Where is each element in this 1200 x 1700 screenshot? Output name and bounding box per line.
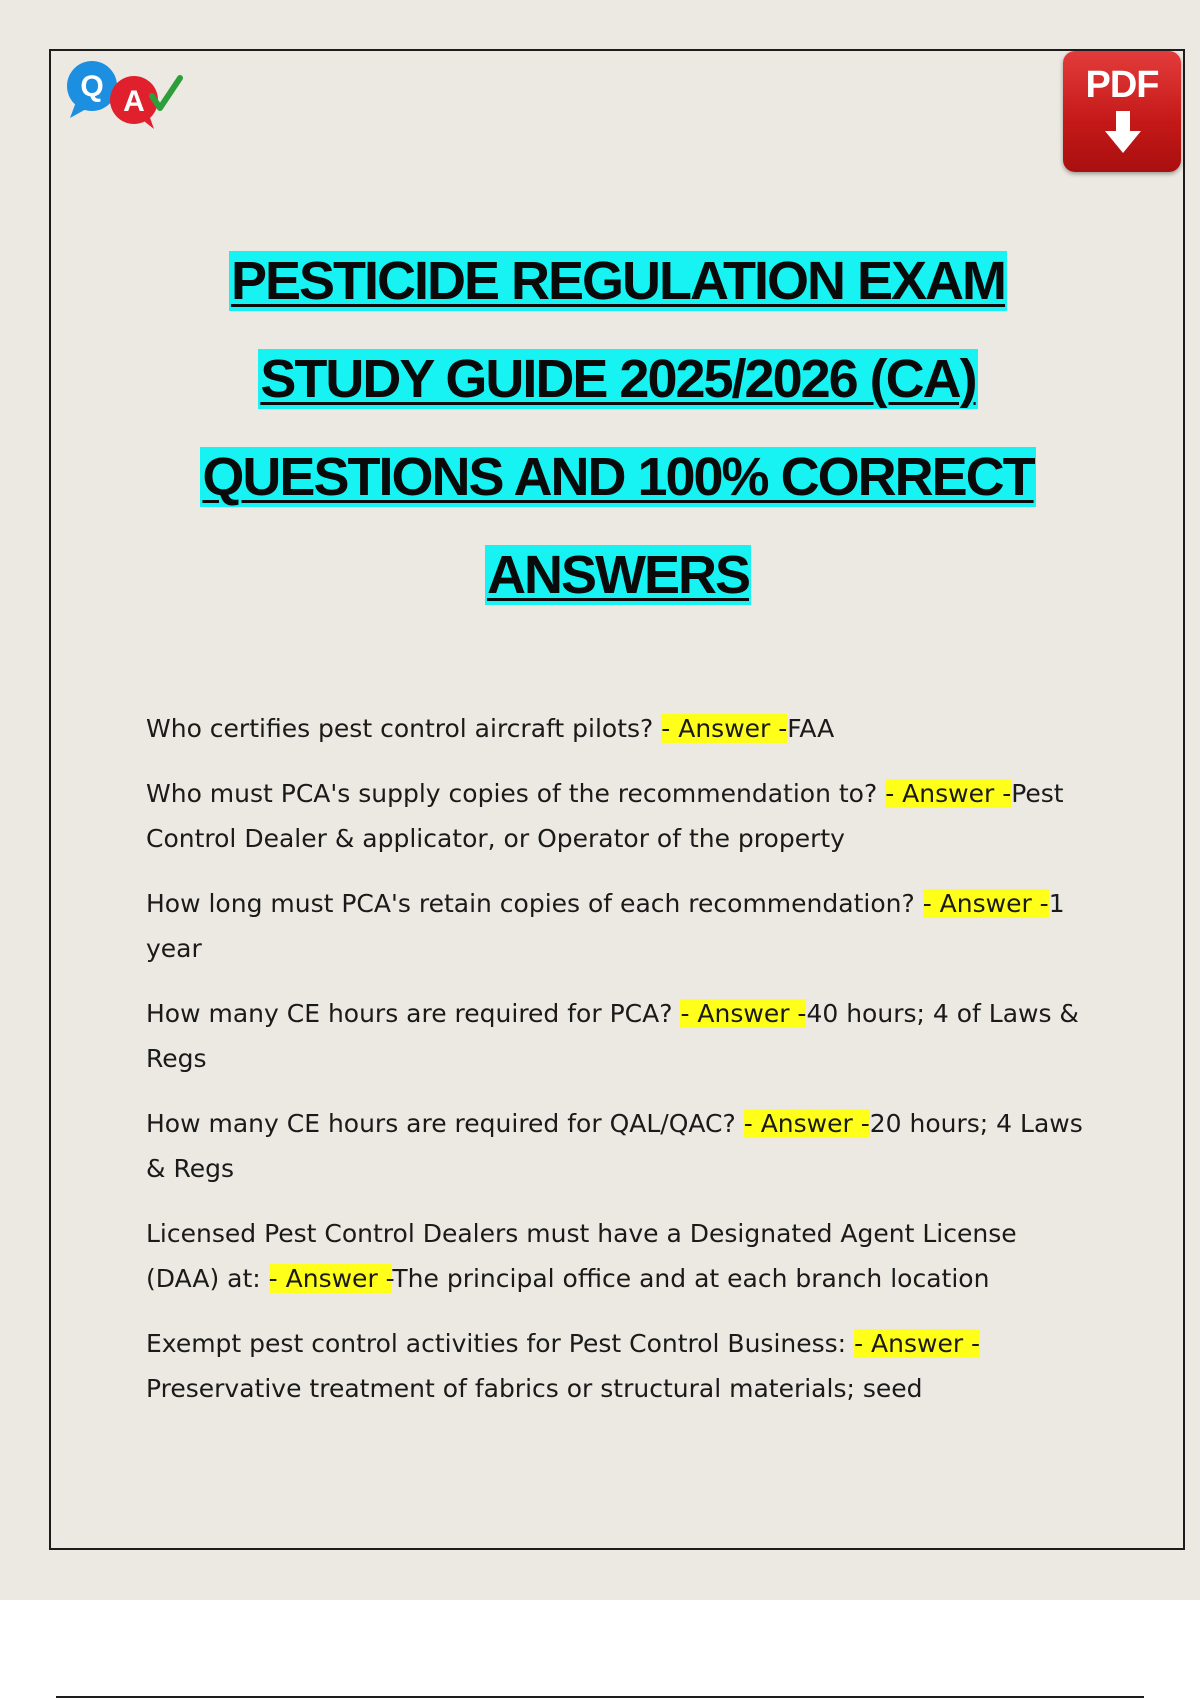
answer-label: - Answer - xyxy=(743,1109,870,1138)
answer-label: - Answer - xyxy=(661,714,788,743)
title-line: STUDY GUIDE 2025/2026 (CA) xyxy=(260,349,976,409)
answer-text: FAA xyxy=(787,714,835,743)
answer-text: 1 year xyxy=(146,889,1065,963)
answer-label: - Answer - xyxy=(680,999,807,1028)
answer-text: 20 hours; 4 Laws & Regs xyxy=(146,1109,1083,1183)
title-line: QUESTIONS AND 100% CORRECT xyxy=(202,447,1034,507)
pdf-badge-label: PDF xyxy=(1085,64,1159,106)
q-letter: Q xyxy=(80,70,104,103)
qa-item xyxy=(146,1101,1096,1191)
qa-item xyxy=(146,881,1096,971)
question-text: Who must PCA's supply copies of the recommendation to? xyxy=(146,779,878,808)
answer-label: - Answer - xyxy=(854,1329,981,1358)
answer-text: Pest Control Dealer & applicator, or Operator of the property xyxy=(146,779,1064,853)
question-text: How many CE hours are required for PCA? xyxy=(146,999,673,1028)
download-arrow-icon xyxy=(1105,111,1141,155)
qa-list xyxy=(146,706,1096,1431)
title-line-row xyxy=(100,428,1136,526)
question-text: Licensed Pest Control Dealers must have a Designated Agent License (DAA) at: xyxy=(146,1219,1017,1293)
title-line: PESTICIDE REGULATION EXAM xyxy=(230,251,1006,311)
answer-label: - Answer - xyxy=(922,889,1049,918)
question-text: How many CE hours are required for QAL/QAC? xyxy=(146,1109,736,1138)
title-line-row xyxy=(100,232,1136,330)
pdf-download-button[interactable] xyxy=(1063,51,1181,172)
qa-item xyxy=(146,706,1096,751)
answer-text: Preservative treatment of fabrics or structural materials; seed xyxy=(146,1374,923,1403)
qa-item xyxy=(146,771,1096,861)
question-text: Exempt pest control activities for Pest Control Business: xyxy=(146,1329,847,1358)
bottom-divider xyxy=(56,1696,1144,1698)
qa-item xyxy=(146,991,1096,1081)
qa-item xyxy=(146,1211,1096,1301)
answer-label: - Answer - xyxy=(268,1264,393,1293)
question-text: How long must PCA's retain copies of each recommendation? xyxy=(146,889,915,918)
answer-text: 40 hours; 4 of Laws & Regs xyxy=(146,999,1079,1073)
a-letter: A xyxy=(123,85,145,118)
qa-item xyxy=(146,1321,1096,1411)
answer-label: - Answer - xyxy=(885,779,1012,808)
answer-text: The principal office and at each branch location xyxy=(392,1264,990,1293)
title-line: ANSWERS xyxy=(486,545,749,605)
title-line-row xyxy=(100,330,1136,428)
title-line-row xyxy=(100,526,1136,624)
question-text: Who certifies pest control aircraft pilots? xyxy=(146,714,654,743)
document-title xyxy=(100,232,1136,624)
qa-logo-icon xyxy=(64,58,184,130)
